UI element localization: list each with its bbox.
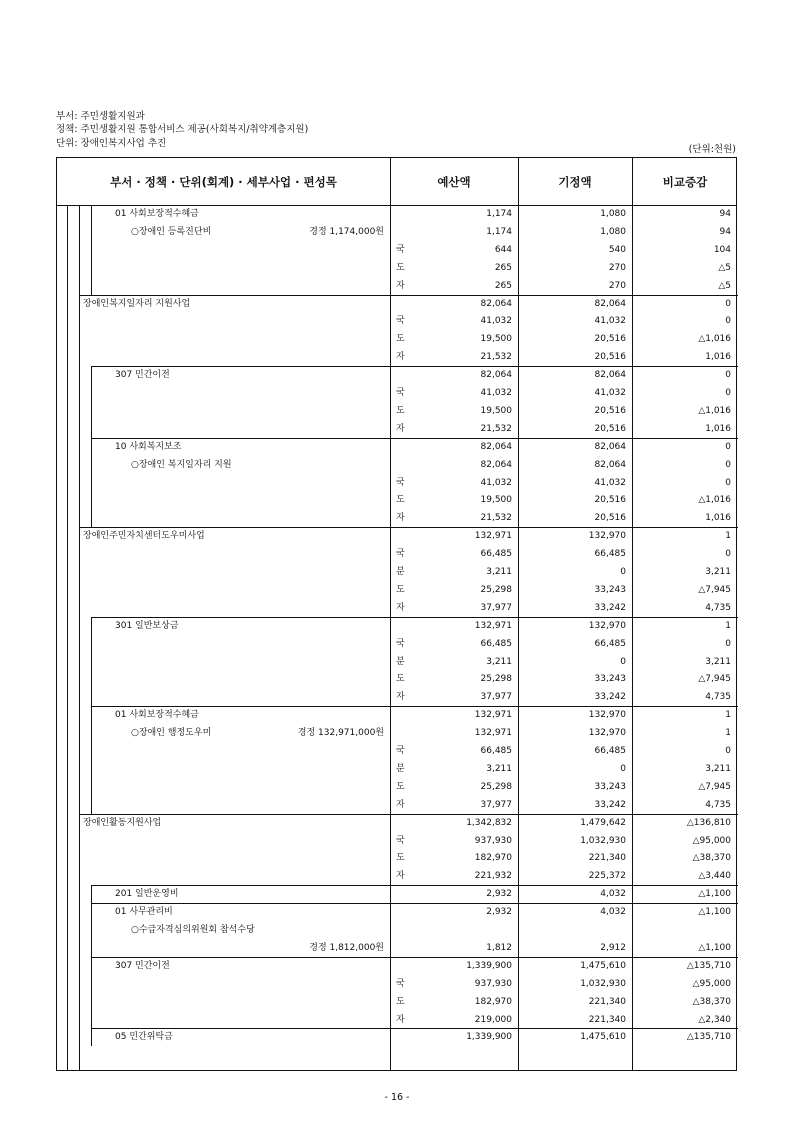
tree-line <box>91 366 92 527</box>
cell-diff: △1,100 <box>698 942 731 953</box>
cell-existing: 1,479,642 <box>580 817 626 828</box>
row-source: 국 <box>396 835 405 846</box>
cell-diff: 0 <box>725 638 731 649</box>
tree-line <box>91 617 92 814</box>
row-label: 장애인복지일자리 지원사업 <box>83 298 191 309</box>
cell-budget: 82,064 <box>480 459 512 470</box>
row-source: 자 <box>396 692 405 703</box>
row-separator <box>91 885 738 886</box>
cell-existing: 221,340 <box>588 996 626 1007</box>
cell-existing: 0 <box>620 567 626 577</box>
cell-budget: 41,032 <box>480 477 512 488</box>
row-source: 국 <box>396 244 405 255</box>
row-label: 01 사회보장적수혜금 <box>115 710 199 721</box>
cell-budget: 1,342,832 <box>466 817 512 828</box>
row-separator <box>91 1028 738 1029</box>
cell-budget: 82,064 <box>480 441 512 452</box>
header-policy: 정책: 주민생활지원 통합서비스 제공(사회복지/취약계층지원) <box>56 124 309 135</box>
cell-existing: 66,485 <box>594 746 626 756</box>
row-source: 도 <box>396 853 405 864</box>
col-header-existing: 기정액 <box>558 174 592 189</box>
cell-budget: 3,211 <box>486 656 512 667</box>
row-source: 자 <box>396 513 405 524</box>
row-source: 국 <box>396 316 405 327</box>
row-label: 307 민간이전 <box>115 960 170 971</box>
row-source: 자 <box>396 423 405 434</box>
row-source: 분 <box>396 763 405 774</box>
row-note: 경정 1,812,000원 <box>309 942 384 953</box>
row-source: 국 <box>396 978 405 989</box>
cell-diff: △95,000 <box>692 835 731 846</box>
cell-existing: 270 <box>608 262 626 273</box>
cell-budget: 66,485 <box>480 549 512 560</box>
cell-budget: 265 <box>494 262 512 273</box>
cell-budget: 937,930 <box>474 835 512 846</box>
row-label: 307 민간이전 <box>115 370 170 381</box>
table-header <box>57 158 736 206</box>
cell-existing: 1,032,930 <box>580 978 626 989</box>
cell-diff: △7,945 <box>698 674 731 685</box>
cell-budget: 1,174 <box>486 226 512 237</box>
cell-budget: 182,970 <box>474 853 512 864</box>
cell-budget: 25,298 <box>480 674 512 685</box>
cell-existing: 33,243 <box>594 674 626 685</box>
cell-diff: 0 <box>725 441 731 452</box>
cell-existing: 33,242 <box>594 799 626 810</box>
row-source: 도 <box>396 674 405 685</box>
cell-budget: 265 <box>494 280 512 291</box>
cell-diff: 1,016 <box>705 513 731 524</box>
row-source: 분 <box>396 567 405 577</box>
row-source: 자 <box>396 871 405 882</box>
cell-existing: 33,243 <box>594 781 626 792</box>
row-source: 도 <box>396 334 405 345</box>
row-separator <box>91 706 738 707</box>
cell-budget: 219,000 <box>474 1014 512 1025</box>
cell-existing: 0 <box>620 656 626 667</box>
cell-existing: 20,516 <box>594 423 626 434</box>
budget-table <box>56 157 737 1071</box>
row-source: 도 <box>396 495 405 506</box>
cell-existing: 33,242 <box>594 602 626 613</box>
cell-budget: 1,339,900 <box>466 960 512 971</box>
cell-budget: 41,032 <box>480 316 512 327</box>
cell-existing: 41,032 <box>594 316 626 327</box>
row-source: 도 <box>396 584 405 595</box>
cell-diff: 1,016 <box>705 423 731 434</box>
cell-existing: 41,032 <box>594 388 626 398</box>
cell-existing: 66,485 <box>594 549 626 560</box>
cell-diff: 104 <box>713 244 731 255</box>
row-source: 국 <box>396 388 405 398</box>
cell-existing: 0 <box>620 763 626 774</box>
cell-budget: 2,932 <box>486 907 512 918</box>
cell-diff: △38,370 <box>692 853 731 864</box>
cell-budget: 221,932 <box>474 871 512 882</box>
cell-diff: △2,340 <box>698 1014 731 1025</box>
cell-budget: 3,211 <box>486 567 512 577</box>
cell-existing: 132,970 <box>588 728 626 739</box>
row-source: 도 <box>396 781 405 792</box>
cell-existing: 82,064 <box>594 370 626 381</box>
tree-line <box>91 885 92 1046</box>
cell-budget: 132,971 <box>474 728 512 739</box>
cell-existing: 1,032,930 <box>580 835 626 846</box>
cell-existing: 4,032 <box>600 889 626 900</box>
cell-budget: 1,174 <box>486 209 512 219</box>
row-source: 도 <box>396 405 405 416</box>
cell-budget: 3,211 <box>486 763 512 774</box>
cell-diff: △3,440 <box>698 871 731 882</box>
row-separator <box>91 366 738 367</box>
cell-existing: 4,032 <box>600 907 626 918</box>
row-note: 경정 132,971,000원 <box>297 728 384 739</box>
tree-line <box>79 205 80 1070</box>
row-separator <box>79 295 738 296</box>
cell-budget: 19,500 <box>480 495 512 506</box>
cell-existing: 20,516 <box>594 495 626 506</box>
cell-diff: △135,710 <box>686 1032 731 1043</box>
cell-diff: 0 <box>725 477 731 488</box>
cell-diff: 94 <box>719 209 731 219</box>
row-label: 장애인활동지원사업 <box>83 817 162 828</box>
cell-existing: 20,516 <box>594 352 626 363</box>
cell-diff: △1,016 <box>698 495 731 506</box>
cell-budget: 2,932 <box>486 889 512 900</box>
cell-budget: 25,298 <box>480 584 512 595</box>
cell-diff: 0 <box>725 459 731 470</box>
cell-diff: △1,016 <box>698 334 731 345</box>
page-number: - 16 - <box>384 1092 410 1103</box>
cell-existing: 270 <box>608 280 626 291</box>
cell-budget: 37,977 <box>480 692 512 703</box>
row-source: 자 <box>396 280 405 291</box>
cell-diff: 0 <box>725 388 731 398</box>
row-label: ○장애인 행정도우미 <box>131 728 212 739</box>
col-header-diff: 비교증감 <box>662 174 708 189</box>
cell-diff: 0 <box>725 298 731 309</box>
cell-diff: 3,211 <box>705 763 731 774</box>
cell-existing: 1,080 <box>600 209 626 219</box>
cell-diff: △5 <box>718 280 731 291</box>
header-dept: 부서: 주민생활지원과 <box>56 111 145 122</box>
row-source: 국 <box>396 746 405 756</box>
row-label: 201 일반운영비 <box>115 889 179 900</box>
cell-diff: △7,945 <box>698 781 731 792</box>
cell-existing: 1,475,610 <box>580 1032 626 1043</box>
row-source: 자 <box>396 799 405 810</box>
row-note: 경정 1,174,000원 <box>309 226 384 237</box>
cell-diff: 4,735 <box>705 692 731 703</box>
cell-diff: 3,211 <box>705 567 731 577</box>
cell-existing: 132,970 <box>588 531 626 542</box>
cell-diff: △1,100 <box>698 907 731 918</box>
cell-diff: △136,810 <box>686 817 731 828</box>
row-source: 분 <box>396 656 405 667</box>
cell-budget: 21,532 <box>480 423 512 434</box>
cell-budget: 1,812 <box>486 942 512 953</box>
row-source: 국 <box>396 638 405 649</box>
cell-existing: 82,064 <box>594 298 626 309</box>
cell-budget: 19,500 <box>480 405 512 416</box>
cell-diff: 1,016 <box>705 352 731 363</box>
row-separator <box>91 617 738 618</box>
cell-budget: 644 <box>494 244 512 255</box>
cell-existing: 41,032 <box>594 477 626 488</box>
cell-budget: 82,064 <box>480 370 512 381</box>
row-label: 301 일반보상금 <box>115 620 179 631</box>
tree-line <box>91 205 92 295</box>
cell-diff: △1,016 <box>698 405 731 416</box>
row-source: 자 <box>396 352 405 363</box>
cell-existing: 1,080 <box>600 226 626 237</box>
cell-budget: 132,971 <box>474 710 512 721</box>
cell-budget: 25,298 <box>480 781 512 792</box>
row-source: 도 <box>396 262 405 273</box>
row-source: 자 <box>396 602 405 613</box>
row-source: 국 <box>396 549 405 560</box>
row-label: ○장애인 복지일자리 지원 <box>131 459 232 470</box>
cell-existing: 33,242 <box>594 692 626 703</box>
cell-diff: △5 <box>718 262 731 273</box>
cell-budget: 37,977 <box>480 602 512 613</box>
cell-existing: 221,340 <box>588 1014 626 1025</box>
cell-diff: △95,000 <box>692 978 731 989</box>
cell-budget: 37,977 <box>480 799 512 810</box>
cell-diff: 1 <box>725 710 731 721</box>
cell-diff: 1 <box>725 728 731 739</box>
cell-diff: △7,945 <box>698 584 731 595</box>
header-unit: 단위: 장애인복지사업 추진 <box>56 138 167 149</box>
cell-budget: 1,339,900 <box>466 1032 512 1043</box>
cell-budget: 66,485 <box>480 746 512 756</box>
col-header-budget: 예산액 <box>437 174 471 189</box>
cell-existing: 20,516 <box>594 513 626 524</box>
cell-diff: 3,211 <box>705 656 731 667</box>
row-label: 10 사회복지보조 <box>115 441 182 452</box>
cell-diff: 4,735 <box>705 799 731 810</box>
cell-existing: 1,475,610 <box>580 960 626 971</box>
cell-existing: 66,485 <box>594 638 626 649</box>
cell-existing: 132,970 <box>588 620 626 631</box>
cell-budget: 21,532 <box>480 513 512 524</box>
cell-diff: 94 <box>719 226 731 237</box>
row-label: 장애인주민자치센터도우미사업 <box>83 531 205 542</box>
cell-diff: 0 <box>725 549 731 560</box>
row-source: 자 <box>396 1014 405 1025</box>
row-separator <box>91 438 738 439</box>
cell-budget: 937,930 <box>474 978 512 989</box>
cell-budget: 132,971 <box>474 620 512 631</box>
tree-line <box>67 205 68 1070</box>
row-separator <box>79 527 738 528</box>
row-label: 01 사회보장적수혜금 <box>115 209 199 219</box>
row-separator <box>79 814 738 815</box>
cell-diff: △135,710 <box>686 960 731 971</box>
cell-budget: 82,064 <box>480 298 512 309</box>
cell-budget: 132,971 <box>474 531 512 542</box>
cell-existing: 132,970 <box>588 710 626 721</box>
cell-budget: 41,032 <box>480 388 512 398</box>
cell-budget: 182,970 <box>474 996 512 1007</box>
cell-diff: 0 <box>725 370 731 381</box>
row-separator <box>91 957 738 958</box>
cell-diff: 4,735 <box>705 602 731 613</box>
row-source: 국 <box>396 477 405 488</box>
cell-diff: 0 <box>725 746 731 756</box>
cell-budget: 66,485 <box>480 638 512 649</box>
cell-existing: 20,516 <box>594 405 626 416</box>
row-label: ○장애인 등록진단비 <box>131 226 212 237</box>
cell-existing: 20,516 <box>594 334 626 345</box>
cell-budget: 21,532 <box>480 352 512 363</box>
row-label: ○수급자격심의위원회 참석수당 <box>131 925 255 935</box>
row-label: 01 사무관리비 <box>115 907 173 918</box>
cell-existing: 2,912 <box>600 942 626 953</box>
cell-existing: 225,372 <box>588 871 626 882</box>
col-header-item: 부서 · 정책 · 단위(회계) · 세부사업 · 편성목 <box>110 174 337 189</box>
cell-diff: 0 <box>725 316 731 327</box>
cell-diff: △38,370 <box>692 996 731 1007</box>
cell-existing: 33,243 <box>594 584 626 595</box>
cell-diff: 1 <box>725 620 731 631</box>
cell-diff: △1,100 <box>698 889 731 900</box>
cell-budget: 19,500 <box>480 334 512 345</box>
unit-label: (단위:천원) <box>688 144 736 155</box>
cell-existing: 82,064 <box>594 441 626 452</box>
row-source: 도 <box>396 996 405 1007</box>
cell-existing: 540 <box>608 244 626 255</box>
cell-existing: 221,340 <box>588 853 626 864</box>
cell-existing: 82,064 <box>594 459 626 470</box>
cell-diff: 1 <box>725 531 731 542</box>
row-label: 05 민간위탁금 <box>115 1032 173 1043</box>
row-separator <box>91 903 738 904</box>
